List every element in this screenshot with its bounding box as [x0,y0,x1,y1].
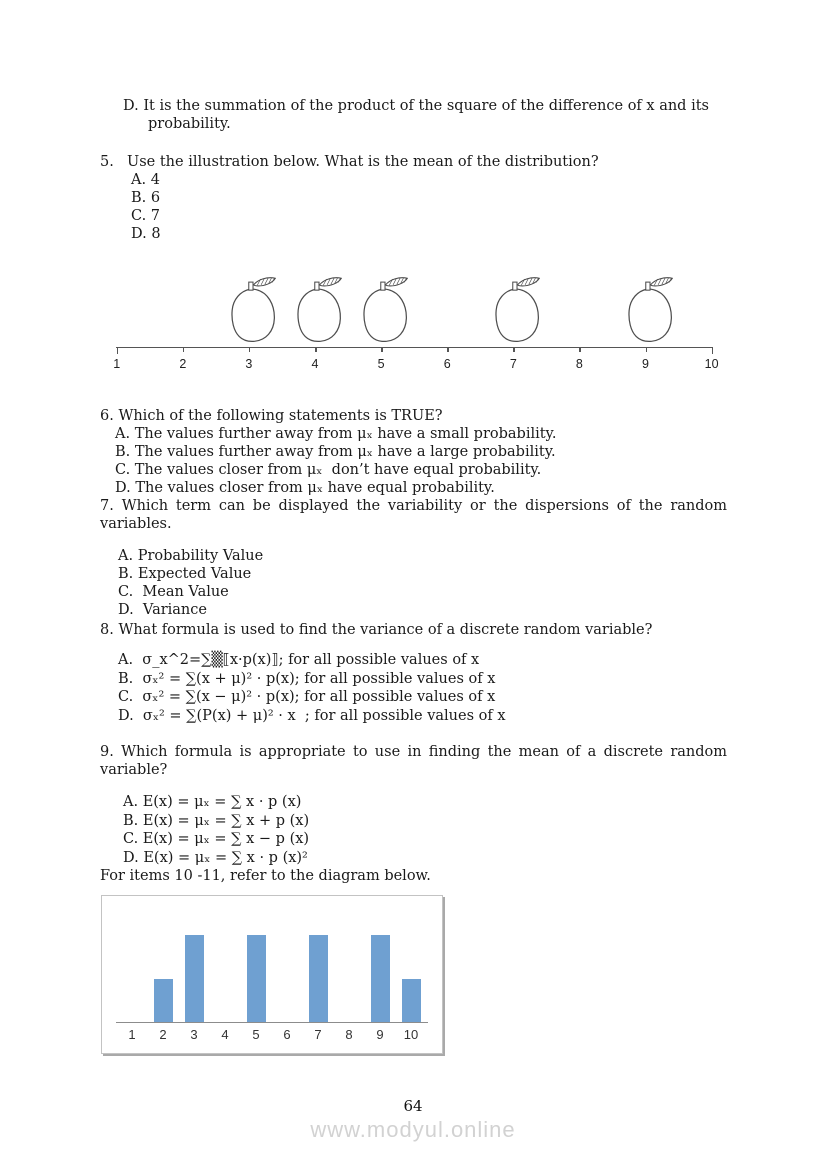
option: A. E(x) = μₓ = ∑ x · p (x) [123,794,302,810]
option: C. σₓ² = ∑(x − μ)² · p(x); for all possible values of x [118,689,496,705]
chart-x-label: 10 [403,1027,419,1042]
mango-icon [291,275,348,347]
option: B. 6 [131,190,161,206]
question-9-heading: 9. Which formula is appropriate to use in finding the mean of a discrete random variable? [100,744,727,778]
option: D. 8 [131,226,161,242]
option: D. E(x) = μₓ = ∑ x · p (x)² [123,849,308,866]
mango-icon [225,275,282,347]
option: B. Expected Value [118,566,252,582]
number-line-label: 7 [509,357,517,371]
question-5-heading [100,153,727,171]
probability-bar-chart [101,895,443,1054]
chart-bar [247,935,266,1022]
question-5-options [131,171,727,243]
number-line-label: 10 [704,357,719,371]
question-7-heading: 7. Which term can be displayed the variability or the dispersions of the random variables. [100,498,727,532]
chart-x-label: 9 [376,1027,384,1042]
option: C. E(x) = μₓ = ∑ x − p (x) [123,831,310,847]
chart-x-label: 5 [252,1027,260,1042]
question-8-options [118,651,727,725]
question-5-number: 5. [100,154,114,170]
number-line-tick [315,347,317,352]
number-line-tick [183,347,185,352]
chart-bar [402,979,421,1023]
chart-x-axis [116,1022,428,1023]
mango-icon [489,275,546,347]
number-line-tick [646,347,648,352]
option: C. Mean Value [118,584,229,600]
number-line-tick [712,347,714,354]
option: D. Variance [118,602,207,618]
option: B. E(x) = μₓ = ∑ x + p (x) [123,812,310,829]
option: A. The values further away from μₓ have a small probability. [115,426,557,442]
question-9 [100,743,727,867]
page-content [100,0,727,1054]
watermark: www.modyul.online [310,1117,516,1142]
question-6-options [115,425,727,497]
items-10-11-note: For items 10 -11, refer to the diagram below. [100,868,431,884]
chart-x-label: 4 [221,1027,229,1042]
chart-x-label: 7 [314,1027,322,1042]
number-line-tick [249,347,251,352]
question-9-options [123,793,727,867]
number-line-tick [513,347,515,352]
number-line-label: 6 [443,357,451,371]
question-6-heading: 6. Which of the following statements is TRUE? [100,408,443,424]
number-line-tick [381,347,383,352]
mango-number-line-figure [100,273,727,381]
chart-x-label: 1 [128,1027,136,1042]
number-line-tick [447,347,449,352]
chart-x-label: 8 [345,1027,353,1042]
chart-bar [309,935,328,1022]
option: C. The values closer from μₓ don’t have equal probability. [115,462,542,478]
number-line-label: 9 [642,357,649,371]
chart-bar [371,935,390,1022]
chart-bar [185,935,204,1022]
option: D. σₓ² = ∑(P(x) + μ)² · x ; for all possible values of x [118,707,506,724]
chart-x-label: 2 [159,1027,167,1042]
option: A. Probability Value [118,548,264,564]
chart-bar [154,979,173,1023]
number-line-label: 5 [377,357,385,371]
option: C. 7 [131,208,161,224]
option: A. σ_x^2=∑▒⟦x·p(x)⟧; for all possible values of x [118,652,480,668]
number-line-tick [579,347,581,352]
question-8-heading: 8. What formula is used to find the variance of a discrete random variable? [100,622,653,638]
chart-x-label: 3 [190,1027,198,1042]
number-line-tick [117,347,119,354]
option: B. The values further away from μₓ have a large probability. [115,444,556,460]
option: D. The values closer from μₓ have equal probability. [115,480,495,496]
carryover-option-d: D. It is the summation of the product of the square of the difference of x and its probability. [123,98,714,132]
option: A. 4 [131,172,160,188]
number-line-label: 4 [311,357,319,371]
number-line-axis [116,347,712,348]
number-line-label: 1 [113,357,121,371]
option: B. σₓ² = ∑(x + μ)² · p(x); for all possible values of x [118,670,496,687]
mango-icon [622,275,679,347]
number-line-label: 3 [245,357,253,371]
chart-x-label: 6 [283,1027,291,1042]
question-6 [100,407,727,497]
number-line-label: 2 [179,357,187,371]
question-7-options [118,547,727,619]
question-5-text: Use the illustration below. What is the mean of the distribution? [127,154,599,170]
number-line-label: 8 [575,357,583,371]
page-number: 64 [403,1097,423,1115]
mango-icon [357,275,414,347]
